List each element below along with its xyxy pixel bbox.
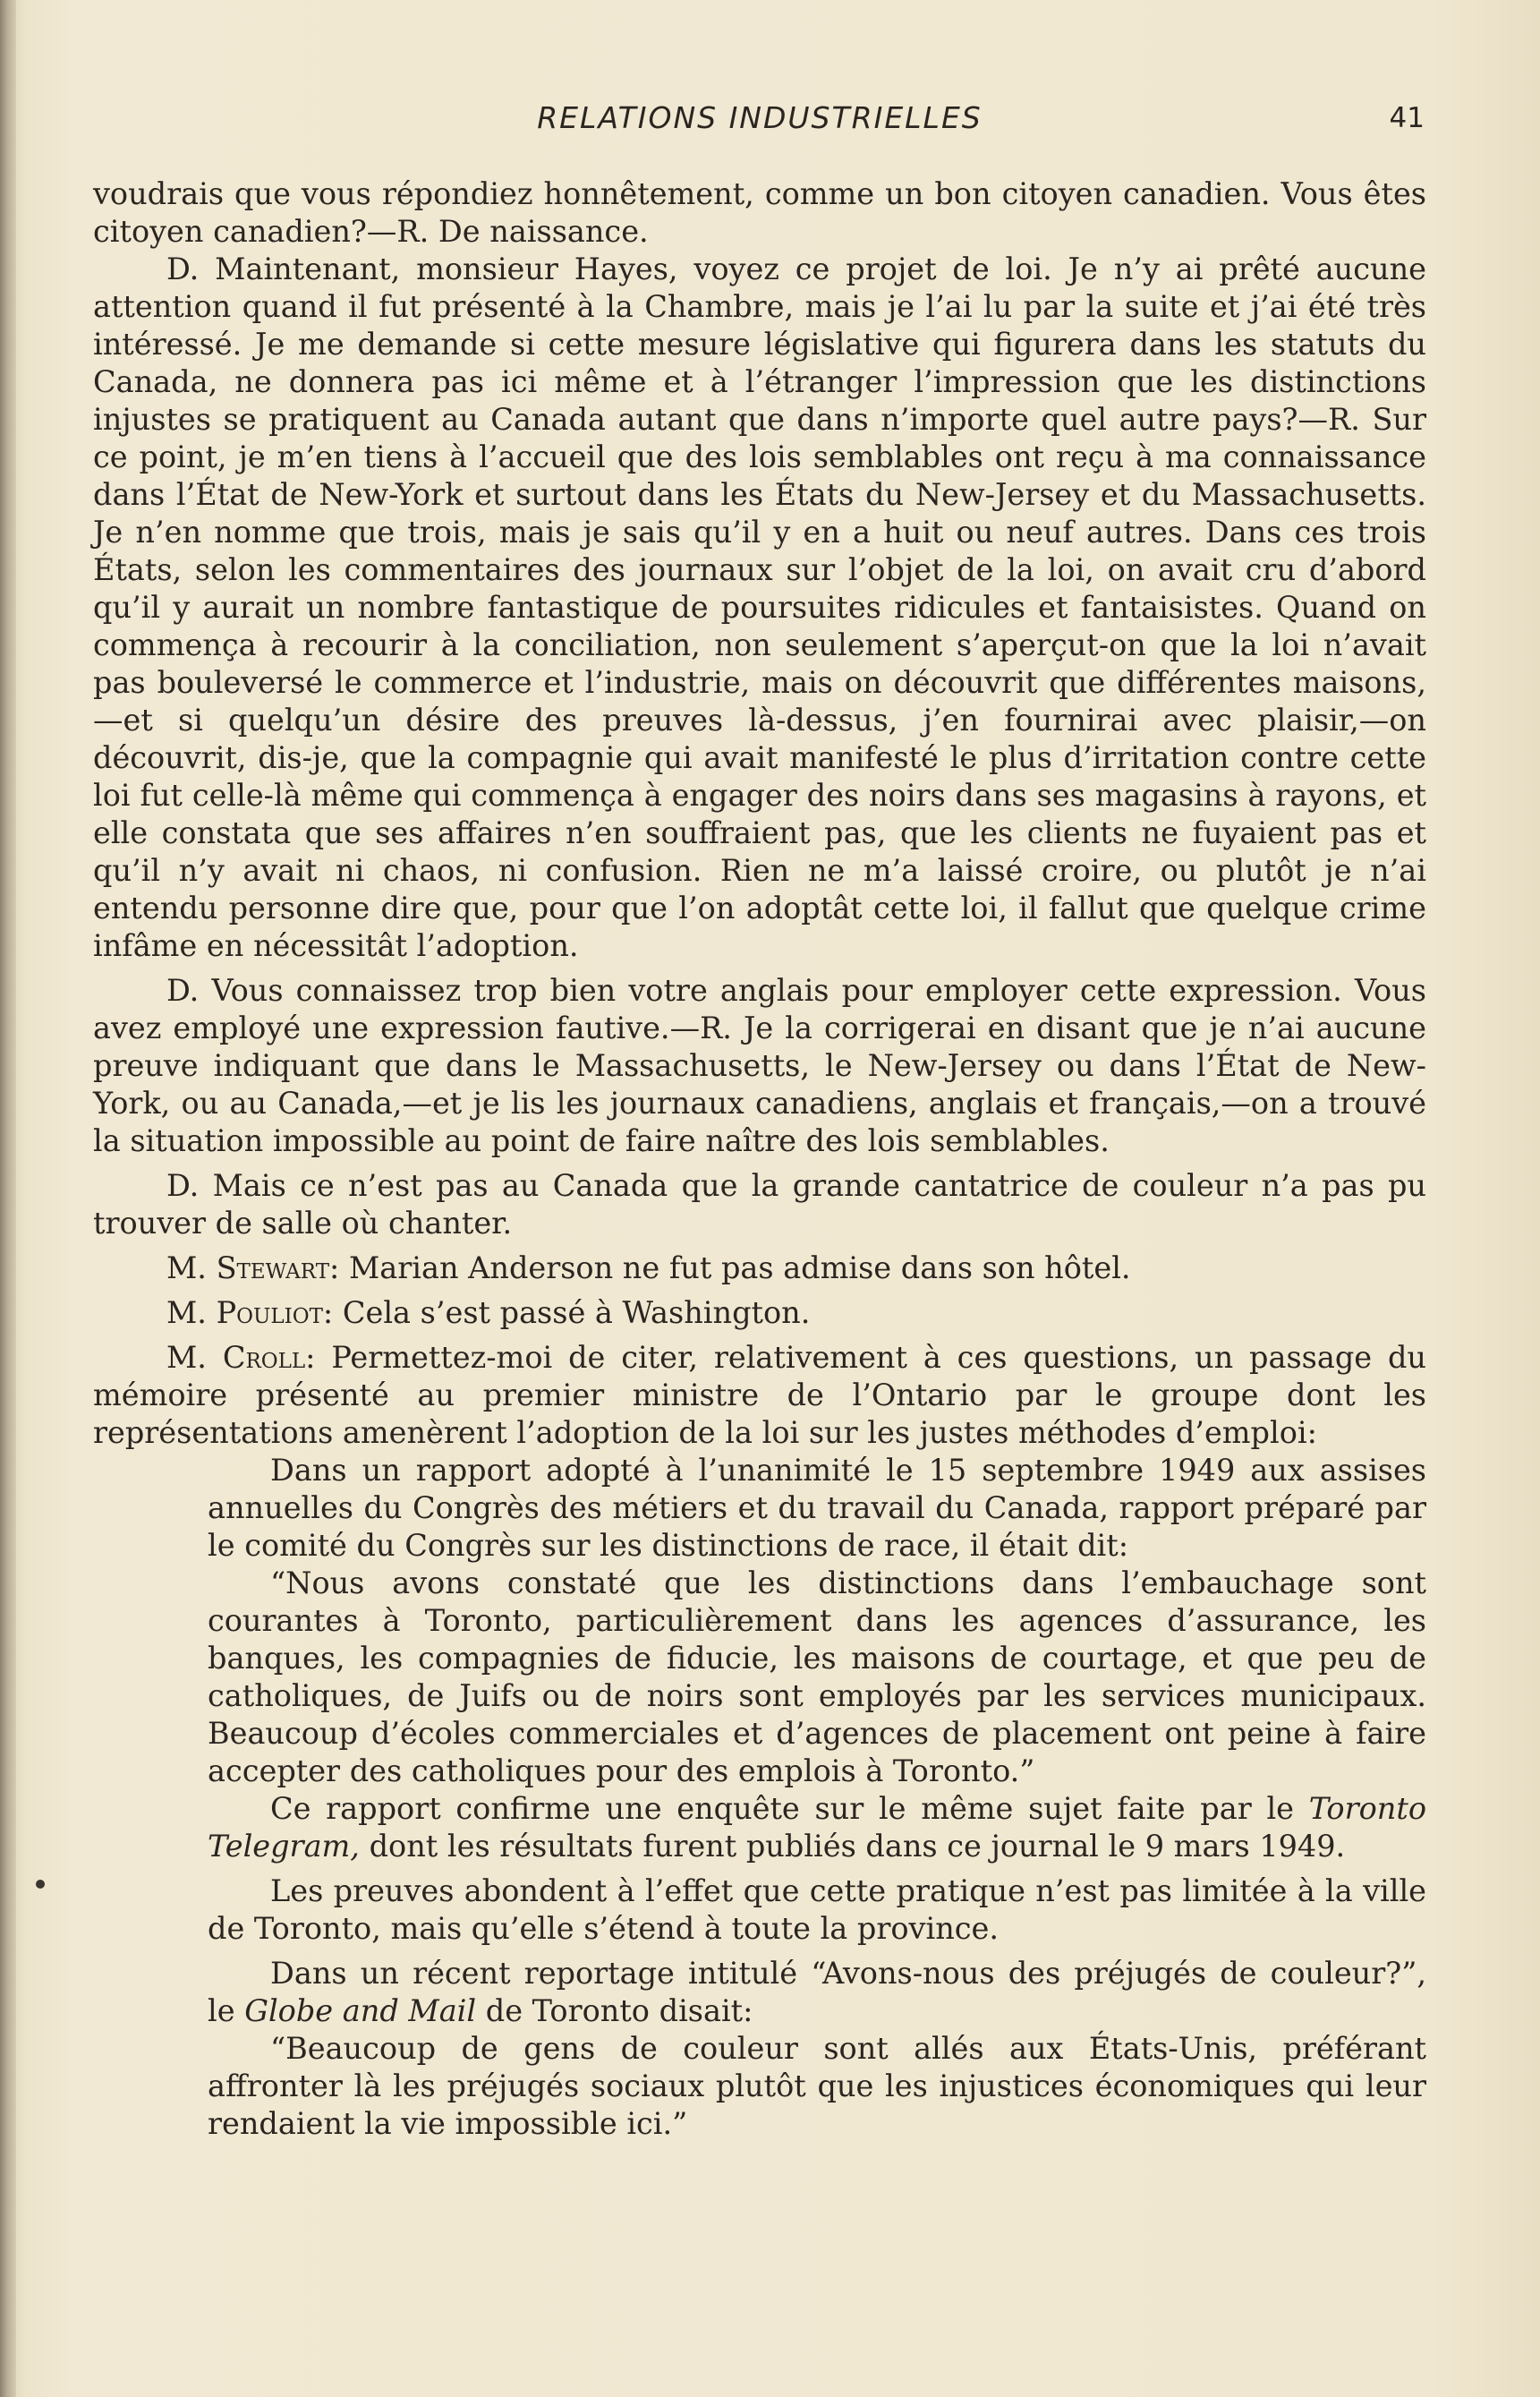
quote-paragraph [208,1955,1426,2030]
page-binding-edge [0,0,16,2397]
quote-text: Ce rapport confirme une enquête sur le même sujet faite par le [270,1791,1309,1826]
newspaper-title: Toronto Telegram, [208,1791,1426,1864]
paragraph-speaker-pouliot [93,1294,1426,1332]
quote-text: dont les résultats furent publiés dans ce journal le 9 mars 1949. [359,1829,1346,1864]
margin-dot [36,1880,45,1889]
speaker-text: Marian Anderson ne fut pas admise dans son hôtel. [339,1250,1131,1285]
paragraph: D. Vous connaissez trop bien votre anglais pour employer cette expression. Vous avez employé une expression fautive.—R. Je la corrigerai en disant que je n’ai aucune preuve indiquant que dans le Massachusetts, le New-Jersey ou dans l’État de New-York, ou au Canada,—et je lis les journaux canadiens, anglais et français,—on a trouvé la situation impossible au point de faire naître des lois semblables. [93,973,1426,1158]
quote-paragraph: Les preuves abondent à l’effet que cette pratique n’est pas limitée à la ville de Toronto, mais qu’elle s’étend à toute la province. [208,1873,1426,1946]
speaker-name: M. Pouliot: [166,1295,334,1330]
quote-paragraph [208,1790,1426,1865]
speaker-text: Permettez-moi de citer, relativement à ces questions, un passage du mémoire présenté au premier ministre de l’Ontario par le groupe dont les représentations amenèrent l’adoption de la loi sur les justes méthodes d’emploi: [93,1340,1426,1450]
running-header [93,100,1426,145]
speaker-name: M. Croll: [166,1340,316,1375]
quote-text: de Toronto disait: [476,1993,753,2028]
journal-title: RELATIONS INDUSTRIELLES [537,100,983,135]
paragraph-speaker-croll [93,1339,1426,1452]
quote-paragraph: “Beaucoup de gens de couleur sont allés aux États-Unis, préférant affronter là les préjugés sociaux plutôt que les injustices économiques qui leur rendaient la vie impossible ici.” [208,2031,1426,2141]
newspaper-title: Globe and Mail [244,1993,477,2028]
block-quote [208,1452,1426,2143]
paragraph: D. Mais ce n’est pas au Canada que la grande cantatrice de couleur n’a pas pu trouver de salle où chanter. [93,1168,1426,1241]
paragraph: D. Maintenant, monsieur Hayes, voyez ce projet de loi. Je n’y ai prêté aucune attention quand il fut présenté à la Chambre, mais je l’ai lu par la suite et j’ai été très intéressé. Je me demande si cette mesure législative qui figurera dans les statuts du Canada, ne donnera pas ici même et à l’étranger l’impression que les distinctions injustes se pratiquent au Canada autant que dans n’importe quel autre pays?—R. Sur ce point, je m’en tiens à l’accueil que des lois semblables ont reçu à ma connaissance dans l’État de New-York et surtout dans les États du New-Jersey et du Massachusetts. Je n’en nomme que trois, mais je sais qu’il y en a huit ou neuf autres. Dans ces trois États, selon les commentaires des journaux sur l’objet de la loi, on avait cru d’abord qu’il y aurait un nombre fantastique de poursuites ridicules et fantaisistes. Quand on commença à recourir à la conciliation, non seulement s’aperçut-on que la loi n’avait pas bouleversé le commerce et l’industrie, mais on découvrit que différentes maisons,—et si quelqu’un désire des preuves là-dessus, j’en fournirai avec plaisir,—on découvrit, dis-je, que la compagnie qui avait manifesté le plus d’irritation contre cette loi fut celle-là même qui commença à engager des noirs dans ses magasins à rayons, et elle constata que ses affaires n’en souffraient pas, que les clients ne fuyaient pas et qu’il n’y avait ni chaos, ni confusion. Rien ne m’a laissé croire, ou plutôt je n’ai entendu personne dire que, pour que l’on adoptât cette loi, il fallut que quelque crime infâme en nécessitât l’adoption. [93,252,1426,963]
paragraph-speaker-stewart [93,1250,1426,1287]
speaker-name: M. Stewart: [166,1250,340,1285]
speaker-text: Cela s’est passé à Washington. [333,1295,811,1330]
quote-paragraph: Dans un rapport adopté à l’unanimité le 15 septembre 1949 aux assises annuelles du Congrès des métiers et du travail du Canada, rapport préparé par le comité du Congrès sur les distinctions de race, il était dit: [208,1453,1426,1563]
quote-paragraph: “Nous avons constaté que les distinctions dans l’embauchage sont courantes à Toronto, particulièrement dans les agences d’assurance, les banques, les compagnies de fiducie, les maisons de courtage, et que peu de catholiques, de Juifs ou de noirs sont employés par les services municipaux. Beaucoup d’écoles commerciales et d’agences de placement ont peine à faire accepter des catholiques pour des emplois à Toronto.” [208,1565,1426,1788]
quote-text: Dans un récent reportage intitulé “Avons-nous des préjugés de couleur?”, le [208,1956,1426,2028]
paragraph: voudrais que vous répondiez honnêtement, comme un bon citoyen canadien. Vous êtes citoyen canadien?—R. De naissance. [93,176,1426,249]
body-text [93,175,1426,2143]
page-number: 41 [1389,102,1425,134]
